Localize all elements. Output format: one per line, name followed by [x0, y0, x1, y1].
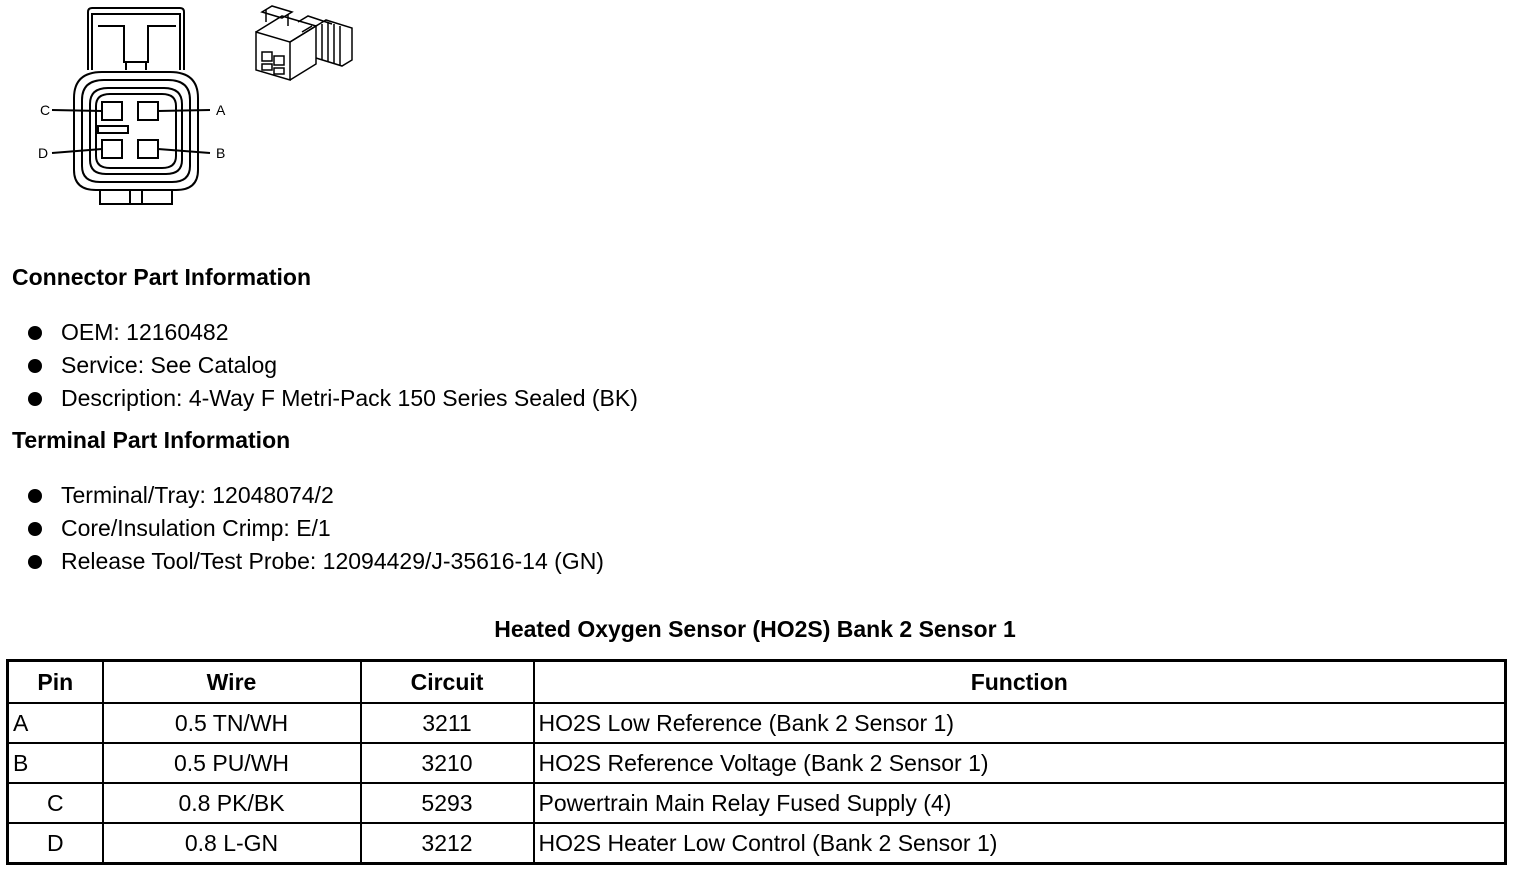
- cell-function: HO2S Reference Voltage (Bank 2 Sensor 1): [534, 743, 1506, 783]
- list-item: Terminal/Tray: 12048074/2: [28, 479, 604, 512]
- pin-label-a: A: [216, 102, 226, 118]
- bullet-icon: [28, 359, 42, 373]
- table-row: [8, 743, 1506, 783]
- list-item: Core/Insulation Crimp: E/1: [28, 512, 604, 545]
- cell-circuit: 5293: [361, 783, 534, 823]
- pinout-table: [6, 659, 1507, 865]
- table-row: [8, 703, 1506, 743]
- pin-label-d: D: [38, 145, 49, 161]
- bullet-icon: [28, 392, 42, 406]
- cell-wire: 0.5 PU/WH: [103, 743, 361, 783]
- cell-function: HO2S Heater Low Control (Bank 2 Sensor 1): [534, 823, 1506, 864]
- bullet-icon: [28, 555, 42, 569]
- cell-circuit: 3210: [361, 743, 534, 783]
- cell-pin: C: [8, 783, 103, 823]
- list-item: Release Tool/Test Probe: 12094429/J-35616-14 (GN): [28, 545, 604, 578]
- cell-circuit: 3211: [361, 703, 534, 743]
- header-circuit: Circuit: [361, 661, 534, 704]
- connector-face-diagram: [30, 0, 245, 215]
- list-item: OEM: 12160482: [28, 316, 638, 349]
- header-pin: Pin: [8, 661, 103, 704]
- cell-wire: 0.8 L-GN: [103, 823, 361, 864]
- pin-label-b: B: [216, 145, 226, 161]
- bullet-icon: [28, 489, 42, 503]
- bullet-icon: [28, 326, 42, 340]
- cell-wire: 0.8 PK/BK: [103, 783, 361, 823]
- cell-circuit: 3212: [361, 823, 534, 864]
- table-row: [8, 783, 1506, 823]
- connector-part-heading: Connector Part Information: [12, 264, 312, 290]
- connector-part-list: [28, 316, 638, 415]
- cell-pin: A: [8, 703, 103, 743]
- table-row: [8, 823, 1506, 864]
- cell-pin: D: [8, 823, 103, 864]
- header-wire: Wire: [103, 661, 361, 704]
- terminal-part-list: [28, 479, 604, 578]
- cell-wire: 0.5 TN/WH: [103, 703, 361, 743]
- connector-illustration: [252, 2, 356, 82]
- table-header-row: [8, 661, 1506, 704]
- list-item: Service: See Catalog: [28, 349, 638, 382]
- bullet-icon: [28, 522, 42, 536]
- pin-label-c: C: [40, 102, 51, 118]
- header-function: Function: [534, 661, 1506, 704]
- table-title: Heated Oxygen Sensor (HO2S) Bank 2 Sensor 1: [494, 616, 1016, 642]
- list-item: Description: 4-Way F Metri-Pack 150 Series Sealed (BK): [28, 382, 638, 415]
- terminal-part-heading: Terminal Part Information: [12, 427, 291, 453]
- cell-function: Powertrain Main Relay Fused Supply (4): [534, 783, 1506, 823]
- cell-function: HO2S Low Reference (Bank 2 Sensor 1): [534, 703, 1506, 743]
- cell-pin: B: [8, 743, 103, 783]
